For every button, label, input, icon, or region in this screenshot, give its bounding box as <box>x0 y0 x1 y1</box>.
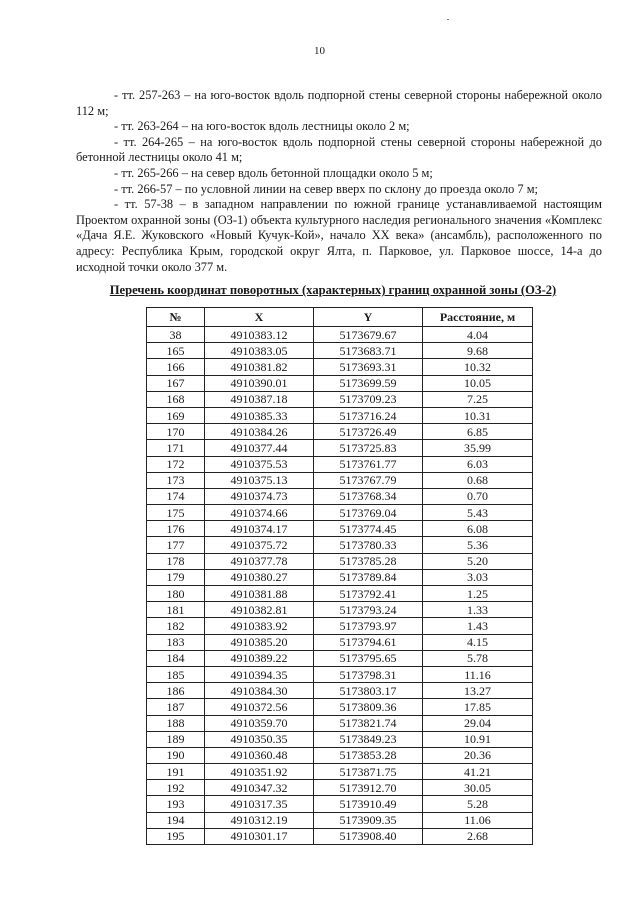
point-number-cell: 193 <box>147 796 205 812</box>
point-number-cell: 173 <box>147 472 205 488</box>
distance-cell: 10.32 <box>423 359 533 375</box>
point-number-cell: 169 <box>147 407 205 423</box>
x-coordinate-cell: 4910375.72 <box>205 537 314 553</box>
table-row <box>147 634 533 650</box>
bullet-item: - тт. 266-57 – по условной линии на север вверх по склону до проезда около 7 м; <box>114 181 538 196</box>
column-header-y: Y <box>314 308 423 327</box>
distance-cell: 7.25 <box>423 391 533 407</box>
table-title: Перечень координат поворотных (характерных) границ охранной зоны (ОЗ-2) <box>109 283 557 297</box>
distance-cell: 5.78 <box>423 650 533 666</box>
y-coordinate-cell: 5173709.23 <box>314 391 423 407</box>
table-row <box>147 683 533 699</box>
point-number-cell: 178 <box>147 553 205 569</box>
table-row <box>147 602 533 618</box>
table-row <box>147 456 533 472</box>
distance-cell: 4.15 <box>423 634 533 650</box>
table-row <box>147 569 533 585</box>
table-row <box>147 521 533 537</box>
distance-cell: 5.20 <box>423 553 533 569</box>
table-row <box>147 391 533 407</box>
boundary-description <box>76 88 602 275</box>
distance-cell: 1.25 <box>423 586 533 602</box>
table-row <box>147 505 533 521</box>
x-coordinate-cell: 4910374.73 <box>205 488 314 504</box>
x-coordinate-cell: 4910390.01 <box>205 375 314 391</box>
x-coordinate-cell: 4910387.18 <box>205 391 314 407</box>
bullet-item: - тт. 57-38 – в западном направлении по южной границе устанавливаемой настоящим Проектом охранной зоны (ОЗ-1) объекта культурного наследия регионального значения «Комплекс «Дача Я.Е. Жуковского «Новый Кучук-Кой», начало XX века» (ансамбль), расположенного по адресу: Республика Крым, городской округ Ялта, п. Парковое, ул. Парковое шоссе, 14-а до исходной точки около 377 м. <box>76 197 602 274</box>
x-coordinate-cell: 4910394.35 <box>205 666 314 682</box>
y-coordinate-cell: 5173761.77 <box>314 456 423 472</box>
x-coordinate-cell: 4910385.20 <box>205 634 314 650</box>
point-number-cell: 171 <box>147 440 205 456</box>
x-coordinate-cell: 4910389.22 <box>205 650 314 666</box>
bullet-item: - тт. 263-264 – на юго-восток вдоль лестницы около 2 м; <box>114 119 410 134</box>
distance-cell: 5.28 <box>423 796 533 812</box>
x-coordinate-cell: 4910374.66 <box>205 505 314 521</box>
point-number-cell: 187 <box>147 699 205 715</box>
x-coordinate-cell: 4910374.17 <box>205 521 314 537</box>
y-coordinate-cell: 5173793.24 <box>314 602 423 618</box>
point-number-cell: 167 <box>147 375 205 391</box>
point-number-cell: 192 <box>147 780 205 796</box>
distance-cell: 29.04 <box>423 715 533 731</box>
point-number-cell: 194 <box>147 812 205 828</box>
table-row <box>147 699 533 715</box>
table-header-row <box>147 308 533 327</box>
column-header-distance: Расстояние, м <box>423 308 533 327</box>
y-coordinate-cell: 5173699.59 <box>314 375 423 391</box>
distance-cell: 9.68 <box>423 343 533 359</box>
table-row <box>147 747 533 763</box>
y-coordinate-cell: 5173910.49 <box>314 796 423 812</box>
distance-cell: 17.85 <box>423 699 533 715</box>
distance-cell: 0.68 <box>423 472 533 488</box>
scan-speck <box>447 19 449 20</box>
y-coordinate-cell: 5173683.71 <box>314 343 423 359</box>
table-row <box>147 553 533 569</box>
x-coordinate-cell: 4910383.12 <box>205 327 314 343</box>
x-coordinate-cell: 4910372.56 <box>205 699 314 715</box>
column-header-x: X <box>205 308 314 327</box>
point-number-cell: 190 <box>147 747 205 763</box>
distance-cell: 4.04 <box>423 327 533 343</box>
y-coordinate-cell: 5173768.34 <box>314 488 423 504</box>
y-coordinate-cell: 5173853.28 <box>314 747 423 763</box>
distance-cell: 5.43 <box>423 505 533 521</box>
distance-cell: 2.68 <box>423 828 533 844</box>
table-row <box>147 440 533 456</box>
x-coordinate-cell: 4910377.44 <box>205 440 314 456</box>
table-row <box>147 472 533 488</box>
table-row <box>147 359 533 375</box>
x-coordinate-cell: 4910384.26 <box>205 424 314 440</box>
bullet-item: - тт. 264-265 – на юго-восток вдоль подпорной стены северной стороны набережной до бетонной лестницы около 41 м; <box>76 134 602 165</box>
y-coordinate-cell: 5173908.40 <box>314 828 423 844</box>
table-row <box>147 424 533 440</box>
distance-cell: 20.36 <box>423 747 533 763</box>
table-row <box>147 343 533 359</box>
bullet-item: - тт. 265-266 – на север вдоль бетонной площадки около 5 м; <box>114 165 433 180</box>
point-number-cell: 189 <box>147 731 205 747</box>
table-row <box>147 666 533 682</box>
point-number-cell: 170 <box>147 424 205 440</box>
y-coordinate-cell: 5173798.31 <box>314 666 423 682</box>
table-row <box>147 586 533 602</box>
point-number-cell: 175 <box>147 505 205 521</box>
x-coordinate-cell: 4910347.32 <box>205 780 314 796</box>
y-coordinate-cell: 5173821.74 <box>314 715 423 731</box>
table-row <box>147 375 533 391</box>
distance-cell: 11.06 <box>423 812 533 828</box>
distance-cell: 41.21 <box>423 764 533 780</box>
table-body <box>147 327 533 845</box>
distance-cell: 10.31 <box>423 407 533 423</box>
point-number-cell: 177 <box>147 537 205 553</box>
point-number-cell: 172 <box>147 456 205 472</box>
y-coordinate-cell: 5173785.28 <box>314 553 423 569</box>
x-coordinate-cell: 4910383.05 <box>205 343 314 359</box>
distance-cell: 11.16 <box>423 666 533 682</box>
distance-cell: 35.99 <box>423 440 533 456</box>
table-row <box>147 650 533 666</box>
distance-cell: 5.36 <box>423 537 533 553</box>
y-coordinate-cell: 5173767.79 <box>314 472 423 488</box>
y-coordinate-cell: 5173725.83 <box>314 440 423 456</box>
table-row <box>147 488 533 504</box>
distance-cell: 1.33 <box>423 602 533 618</box>
table-row <box>147 537 533 553</box>
x-coordinate-cell: 4910377.78 <box>205 553 314 569</box>
y-coordinate-cell: 5173849.23 <box>314 731 423 747</box>
table-row <box>147 812 533 828</box>
y-coordinate-cell: 5173769.04 <box>314 505 423 521</box>
distance-cell: 13.27 <box>423 683 533 699</box>
coordinates-table <box>146 307 533 845</box>
distance-cell: 30.05 <box>423 780 533 796</box>
point-number-cell: 186 <box>147 683 205 699</box>
point-number-cell: 38 <box>147 327 205 343</box>
y-coordinate-cell: 5173871.75 <box>314 764 423 780</box>
point-number-cell: 191 <box>147 764 205 780</box>
table-row <box>147 618 533 634</box>
x-coordinate-cell: 4910382.81 <box>205 602 314 618</box>
table-row <box>147 715 533 731</box>
x-coordinate-cell: 4910384.30 <box>205 683 314 699</box>
table-row <box>147 796 533 812</box>
x-coordinate-cell: 4910385.33 <box>205 407 314 423</box>
point-number-cell: 188 <box>147 715 205 731</box>
x-coordinate-cell: 4910375.53 <box>205 456 314 472</box>
distance-cell: 0.70 <box>423 488 533 504</box>
point-number-cell: 174 <box>147 488 205 504</box>
distance-cell: 10.05 <box>423 375 533 391</box>
point-number-cell: 185 <box>147 666 205 682</box>
y-coordinate-cell: 5173909.35 <box>314 812 423 828</box>
table-row <box>147 780 533 796</box>
point-number-cell: 180 <box>147 586 205 602</box>
distance-cell: 6.85 <box>423 424 533 440</box>
y-coordinate-cell: 5173679.67 <box>314 327 423 343</box>
table-row <box>147 407 533 423</box>
distance-cell: 3.03 <box>423 569 533 585</box>
y-coordinate-cell: 5173912.70 <box>314 780 423 796</box>
table-row <box>147 764 533 780</box>
y-coordinate-cell: 5173794.61 <box>314 634 423 650</box>
x-coordinate-cell: 4910383.92 <box>205 618 314 634</box>
bullet-item: - тт. 257-263 – на юго-восток вдоль подпорной стены северной стороны набережной около 112 м; <box>76 88 602 118</box>
table-row <box>147 828 533 844</box>
table-row <box>147 327 533 343</box>
x-coordinate-cell: 4910375.13 <box>205 472 314 488</box>
x-coordinate-cell: 4910381.88 <box>205 586 314 602</box>
x-coordinate-cell: 4910350.35 <box>205 731 314 747</box>
y-coordinate-cell: 5173792.41 <box>314 586 423 602</box>
column-header-number: № <box>147 308 205 327</box>
point-number-cell: 184 <box>147 650 205 666</box>
x-coordinate-cell: 4910360.48 <box>205 747 314 763</box>
x-coordinate-cell: 4910381.82 <box>205 359 314 375</box>
distance-cell: 1.43 <box>423 618 533 634</box>
y-coordinate-cell: 5173774.45 <box>314 521 423 537</box>
y-coordinate-cell: 5173780.33 <box>314 537 423 553</box>
x-coordinate-cell: 4910351.92 <box>205 764 314 780</box>
y-coordinate-cell: 5173793.97 <box>314 618 423 634</box>
point-number-cell: 181 <box>147 602 205 618</box>
point-number-cell: 168 <box>147 391 205 407</box>
point-number-cell: 176 <box>147 521 205 537</box>
point-number-cell: 182 <box>147 618 205 634</box>
distance-cell: 10.91 <box>423 731 533 747</box>
y-coordinate-cell: 5173726.49 <box>314 424 423 440</box>
point-number-cell: 179 <box>147 569 205 585</box>
x-coordinate-cell: 4910317.35 <box>205 796 314 812</box>
distance-cell: 6.03 <box>423 456 533 472</box>
y-coordinate-cell: 5173789.84 <box>314 569 423 585</box>
y-coordinate-cell: 5173716.24 <box>314 407 423 423</box>
point-number-cell: 166 <box>147 359 205 375</box>
x-coordinate-cell: 4910359.70 <box>205 715 314 731</box>
table-row <box>147 731 533 747</box>
x-coordinate-cell: 4910380.27 <box>205 569 314 585</box>
point-number-cell: 195 <box>147 828 205 844</box>
y-coordinate-cell: 5173693.31 <box>314 359 423 375</box>
x-coordinate-cell: 4910312.19 <box>205 812 314 828</box>
point-number-cell: 165 <box>147 343 205 359</box>
y-coordinate-cell: 5173809.36 <box>314 699 423 715</box>
y-coordinate-cell: 5173803.17 <box>314 683 423 699</box>
page-number: 10 <box>314 45 325 57</box>
distance-cell: 6.08 <box>423 521 533 537</box>
x-coordinate-cell: 4910301.17 <box>205 828 314 844</box>
y-coordinate-cell: 5173795.65 <box>314 650 423 666</box>
point-number-cell: 183 <box>147 634 205 650</box>
